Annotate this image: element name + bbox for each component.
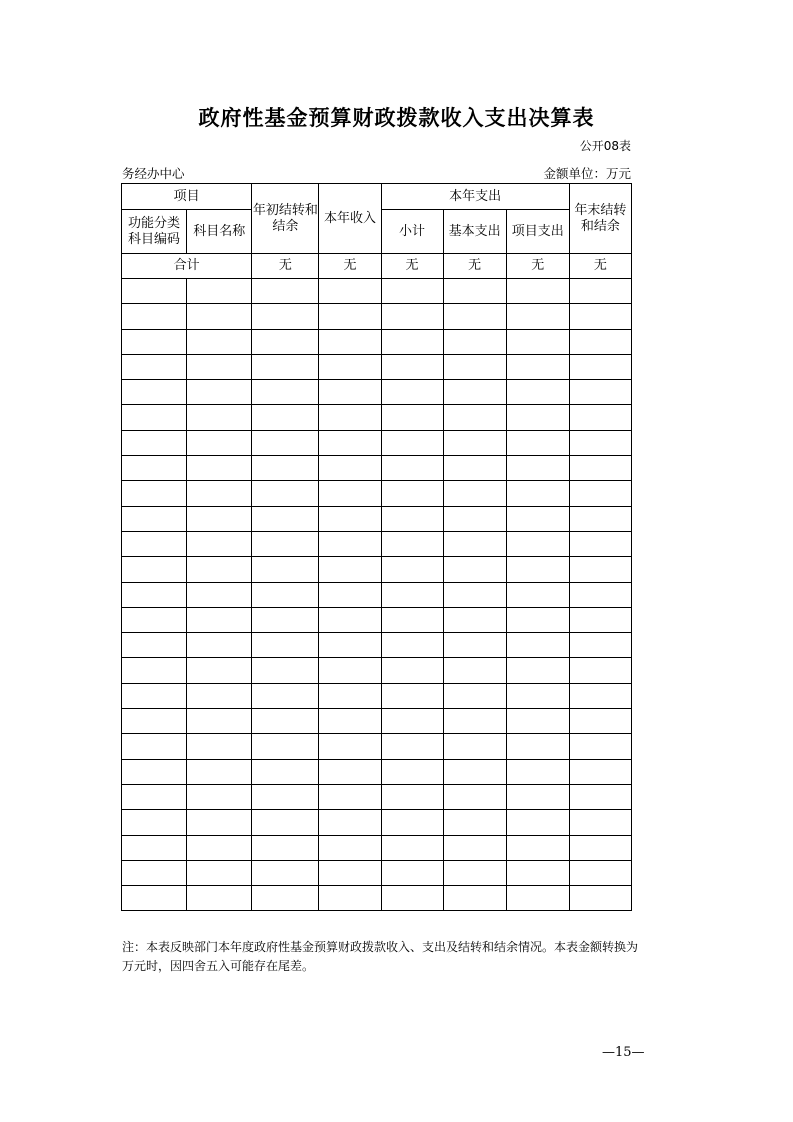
table-row [122, 886, 632, 911]
table-row [122, 709, 632, 734]
table-cell [506, 456, 569, 481]
table-cell [252, 354, 319, 379]
table-cell [252, 709, 319, 734]
table-cell [187, 354, 252, 379]
table-cell [252, 430, 319, 455]
table-cell [122, 531, 187, 556]
table-cell [443, 759, 506, 784]
table-cell [443, 531, 506, 556]
table-cell [381, 531, 443, 556]
table-cell [443, 683, 506, 708]
table-cell [252, 607, 319, 632]
total-project: 无 [506, 254, 569, 279]
table-cell [506, 784, 569, 809]
unit-label: 金额单位：万元 [543, 166, 631, 181]
table-cell [252, 683, 319, 708]
table-cell [443, 734, 506, 759]
table-cell [381, 886, 443, 911]
table-cell [569, 734, 631, 759]
table-cell [187, 481, 252, 506]
table-cell [319, 304, 381, 329]
table-cell [569, 481, 631, 506]
table-cell [569, 633, 631, 658]
table-cell [122, 456, 187, 481]
table-cell [506, 582, 569, 607]
table-cell [122, 633, 187, 658]
table-cell [252, 380, 319, 405]
table-cell [252, 734, 319, 759]
table-row [122, 354, 632, 379]
table-cell [443, 329, 506, 354]
table-row [122, 430, 632, 455]
table-cell [187, 886, 252, 911]
table-cell [252, 810, 319, 835]
table-cell [381, 734, 443, 759]
page-title: 政府性基金预算财政拨款收入支出决算表 [198, 106, 595, 130]
table-cell [381, 709, 443, 734]
table-cell [319, 683, 381, 708]
table-cell [187, 658, 252, 683]
table-cell [187, 633, 252, 658]
table-cell [569, 304, 631, 329]
table-cell [443, 860, 506, 885]
table-cell [381, 633, 443, 658]
table-cell [381, 481, 443, 506]
table-cell [122, 784, 187, 809]
table-row [122, 329, 632, 354]
table-cell [443, 633, 506, 658]
header-project: 项目支出 [506, 210, 569, 254]
table-cell [122, 683, 187, 708]
table-cell [319, 759, 381, 784]
table-cell [252, 456, 319, 481]
table-cell [443, 354, 506, 379]
organization-label: 务经办中心 [122, 166, 185, 181]
table-cell [187, 860, 252, 885]
table-cell [319, 734, 381, 759]
table-cell [381, 557, 443, 582]
header-func-code: 功能分类科目编码 [122, 210, 187, 254]
table-cell [506, 607, 569, 632]
table-cell [381, 329, 443, 354]
table-cell [443, 456, 506, 481]
table-cell [381, 279, 443, 304]
table-cell [381, 582, 443, 607]
table-cell [319, 380, 381, 405]
table-cell [122, 759, 187, 784]
table-cell [569, 810, 631, 835]
table-cell [122, 734, 187, 759]
table-cell [506, 506, 569, 531]
table-cell [319, 810, 381, 835]
table-cell [381, 354, 443, 379]
total-income: 无 [319, 254, 381, 279]
table-cell [443, 709, 506, 734]
page-number: —15— [602, 1045, 645, 1060]
table-cell [569, 582, 631, 607]
table-cell [381, 304, 443, 329]
table-cell [187, 380, 252, 405]
table-cell [187, 784, 252, 809]
table-cell [122, 329, 187, 354]
table-cell [319, 582, 381, 607]
table-cell [381, 658, 443, 683]
table-cell [319, 506, 381, 531]
table-cell [319, 886, 381, 911]
table-cell [187, 759, 252, 784]
table-row [122, 405, 632, 430]
table-cell [443, 810, 506, 835]
table-cell [252, 557, 319, 582]
table-cell [443, 279, 506, 304]
table-cell [252, 481, 319, 506]
table-cell [252, 304, 319, 329]
header-basic: 基本支出 [443, 210, 506, 254]
table-cell [569, 430, 631, 455]
table-cell [122, 658, 187, 683]
table-cell [319, 557, 381, 582]
table-cell [122, 481, 187, 506]
header-end-balance: 年末结转和结余 [569, 184, 631, 254]
table-cell [187, 506, 252, 531]
table-cell [506, 658, 569, 683]
table-cell [506, 860, 569, 885]
table-cell [569, 784, 631, 809]
table-cell [569, 456, 631, 481]
table-cell [319, 658, 381, 683]
table-cell [443, 304, 506, 329]
table-cell [381, 506, 443, 531]
table-cell [443, 582, 506, 607]
table-cell [569, 683, 631, 708]
table-row [122, 607, 632, 632]
table-cell [569, 354, 631, 379]
table-cell [569, 658, 631, 683]
table-cell [252, 835, 319, 860]
header-subject-name: 科目名称 [187, 210, 252, 254]
table-cell [319, 709, 381, 734]
table-cell [381, 835, 443, 860]
table-cell [187, 582, 252, 607]
table-cell [381, 683, 443, 708]
table-cell [252, 658, 319, 683]
table-cell [443, 784, 506, 809]
table-cell [187, 279, 252, 304]
table-cell [506, 835, 569, 860]
table-cell [506, 304, 569, 329]
table-cell [122, 430, 187, 455]
table-row [122, 810, 632, 835]
table-cell [187, 810, 252, 835]
table-cell [569, 506, 631, 531]
table-cell [252, 759, 319, 784]
table-cell [506, 531, 569, 556]
table-cell [252, 329, 319, 354]
table-row [122, 683, 632, 708]
header-subtotal: 小计 [381, 210, 443, 254]
table-cell [252, 405, 319, 430]
table-cell [506, 481, 569, 506]
table-cell [569, 886, 631, 911]
total-end-balance: 无 [569, 254, 631, 279]
header-expense: 本年支出 [381, 184, 569, 210]
table-cell [381, 380, 443, 405]
table-cell [187, 683, 252, 708]
table-row [122, 456, 632, 481]
table-row [122, 582, 632, 607]
table-cell [319, 860, 381, 885]
table-cell [319, 784, 381, 809]
table-cell [506, 329, 569, 354]
table-cell [122, 860, 187, 885]
table-cell [569, 835, 631, 860]
table-cell [319, 607, 381, 632]
table-cell [381, 784, 443, 809]
table-cell [187, 430, 252, 455]
table-cell [122, 835, 187, 860]
table-row [122, 759, 632, 784]
table-cell [252, 279, 319, 304]
table-cell [381, 860, 443, 885]
table-row [122, 860, 632, 885]
table-code: 公开08表 [579, 139, 631, 153]
total-subtotal: 无 [381, 254, 443, 279]
table-cell [381, 759, 443, 784]
table-row [122, 835, 632, 860]
table-cell [319, 329, 381, 354]
table-cell [122, 810, 187, 835]
table-cell [506, 633, 569, 658]
table-cell [187, 405, 252, 430]
table-cell [187, 734, 252, 759]
table-cell [569, 709, 631, 734]
table-cell [252, 860, 319, 885]
total-row [122, 254, 632, 279]
table-cell [506, 734, 569, 759]
table-cell [319, 633, 381, 658]
table-cell [443, 607, 506, 632]
header-income: 本年收入 [319, 184, 381, 254]
table-row [122, 557, 632, 582]
footnote: 注：本表反映部门本年度政府性基金预算财政拨款收入、支出及结转和结余情况。本表金额转换为万元时，因四舍五入可能存在尾差。 [122, 940, 639, 973]
table-cell [443, 886, 506, 911]
table-cell [506, 279, 569, 304]
table-row [122, 279, 632, 304]
table-cell [443, 405, 506, 430]
table-cell [443, 658, 506, 683]
table-cell [187, 607, 252, 632]
table-cell [443, 835, 506, 860]
table-cell [569, 607, 631, 632]
table-cell [122, 380, 187, 405]
table-cell [381, 430, 443, 455]
table-cell [381, 456, 443, 481]
table-cell [443, 481, 506, 506]
table-cell [443, 557, 506, 582]
table-row [122, 734, 632, 759]
table-cell [506, 759, 569, 784]
table-cell [122, 709, 187, 734]
total-begin-balance: 无 [252, 254, 319, 279]
table-cell [122, 557, 187, 582]
table-cell [122, 279, 187, 304]
table-cell [506, 886, 569, 911]
table-cell [252, 531, 319, 556]
table-cell [506, 683, 569, 708]
table-cell [569, 759, 631, 784]
table-cell [187, 709, 252, 734]
table-cell [506, 354, 569, 379]
table-row [122, 531, 632, 556]
table-cell [569, 380, 631, 405]
table-row [122, 633, 632, 658]
table-cell [187, 329, 252, 354]
table-cell [569, 557, 631, 582]
table-cell [187, 835, 252, 860]
table-cell [122, 506, 187, 531]
table-cell [122, 304, 187, 329]
table-row [122, 784, 632, 809]
table-cell [122, 607, 187, 632]
table-cell [443, 430, 506, 455]
table-cell [506, 405, 569, 430]
table-cell [122, 582, 187, 607]
table-cell [506, 557, 569, 582]
table-cell [319, 279, 381, 304]
table-row [122, 658, 632, 683]
table-cell [506, 810, 569, 835]
header-item: 项目 [122, 184, 252, 210]
table-cell [319, 430, 381, 455]
table-cell [506, 709, 569, 734]
table-cell [381, 810, 443, 835]
table-cell [319, 405, 381, 430]
table-cell [187, 531, 252, 556]
table-row [122, 506, 632, 531]
table-cell [443, 506, 506, 531]
table-cell [187, 456, 252, 481]
table-cell [319, 456, 381, 481]
table-cell [252, 506, 319, 531]
table-cell [381, 607, 443, 632]
budget-table [121, 183, 632, 911]
table-cell [569, 860, 631, 885]
table-cell [187, 557, 252, 582]
table-cell [122, 405, 187, 430]
table-cell [569, 279, 631, 304]
header-begin-balance: 年初结转和结余 [252, 184, 319, 254]
table-cell [443, 380, 506, 405]
table-cell [252, 633, 319, 658]
table-cell [319, 835, 381, 860]
table-cell [319, 354, 381, 379]
table-cell [187, 304, 252, 329]
table-cell [506, 380, 569, 405]
table-cell [569, 329, 631, 354]
total-basic: 无 [443, 254, 506, 279]
table-cell [122, 886, 187, 911]
table-cell [319, 481, 381, 506]
table-cell [569, 531, 631, 556]
table-cell [506, 430, 569, 455]
table-cell [122, 354, 187, 379]
table-row [122, 380, 632, 405]
table-cell [319, 531, 381, 556]
table-cell [252, 582, 319, 607]
table-cell [569, 405, 631, 430]
table-cell [252, 886, 319, 911]
table-row [122, 481, 632, 506]
table-cell [252, 784, 319, 809]
table-cell [381, 405, 443, 430]
total-label: 合计 [122, 254, 252, 279]
table-row [122, 304, 632, 329]
